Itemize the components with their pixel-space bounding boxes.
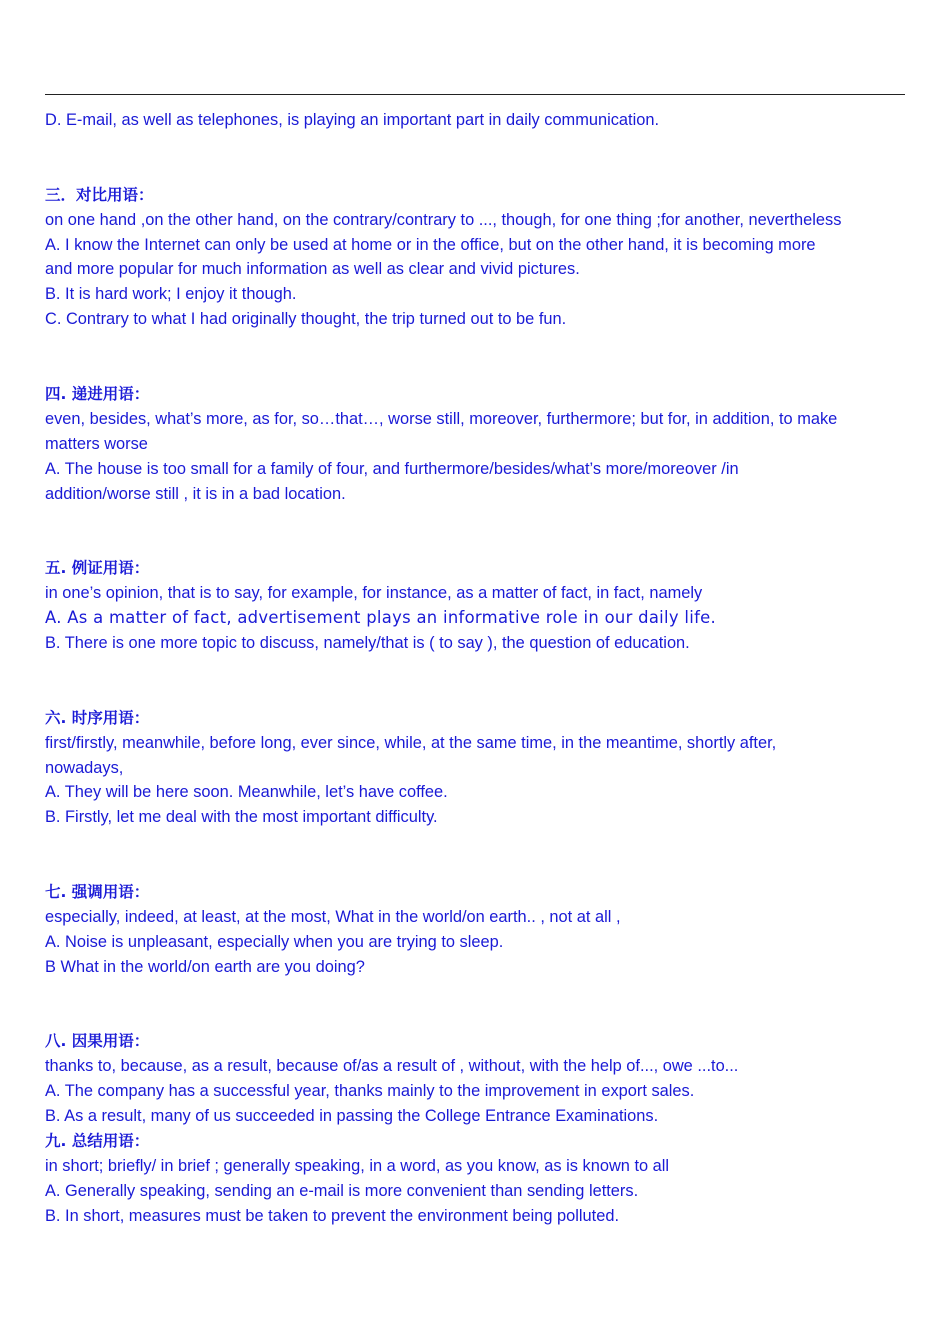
section-cause-effect: [45, 1029, 915, 1129]
example-sentence: A. They will be here soon. Meanwhile, let’s have coffee.: [45, 783, 448, 802]
phrase-list: nowadays,: [45, 758, 124, 777]
example-sentence: A. The house is too small for a family of four, and furthermore/besides/what’s more/moreover /in: [45, 459, 739, 478]
phrase-list: on one hand ,on the other hand, on the contrary/contrary to ..., though, for one thing ;for another, nevertheless: [45, 210, 842, 229]
phrase-list: even, besides, what’s more, as for, so…that…, worse still, moreover, furthermore; but for, in addition, to make: [45, 409, 838, 428]
section-heading: 三．对比用语：: [45, 185, 154, 204]
example-sentence: C. Contrary to what I had originally thought, the trip turned out to be fun.: [45, 310, 567, 329]
document-body: [45, 108, 915, 1229]
example-sentence: A. Generally speaking, sending an e-mail is more convenient than sending letters.: [45, 1181, 639, 1200]
example-sentence: B. There is one more topic to discuss, namely/that is ( to say ), the question of education.: [45, 633, 690, 652]
section-sequence: [45, 706, 915, 831]
phrase-list: in short; briefly/ in brief ; generally speaking, in a word, as you know, as is known to all: [45, 1156, 670, 1175]
section-heading: 四. 递进用语：: [45, 384, 150, 403]
section-summary: [45, 1129, 915, 1229]
example-sentence: B. In short, measures must be taken to prevent the environment being polluted.: [45, 1206, 620, 1225]
section-heading: 六. 时序用语：: [45, 708, 150, 727]
header-rule: [45, 94, 905, 95]
example-sentence: A. As a matter of fact, advertisement plays an informative role in our daily life.: [45, 608, 717, 628]
phrase-list: matters worse: [45, 434, 148, 453]
section-illustration: [45, 556, 915, 656]
section-heading: 八. 因果用语：: [45, 1032, 150, 1051]
phrase-list: first/firstly, meanwhile, before long, ever since, while, at the same time, in the meantime, shortly after,: [45, 733, 777, 752]
phrase-list: thanks to, because, as a result, because of/as a result of , without, with the help of..., owe ...to...: [45, 1057, 739, 1076]
section-emphasis: [45, 880, 915, 980]
example-sentence: addition/worse still , it is in a bad location.: [45, 484, 346, 503]
example-sentence: D. E-mail, as well as telephones, is playing an important part in daily communication.: [45, 111, 660, 129]
example-sentence: B. It is hard work; I enjoy it though.: [45, 285, 297, 304]
section-heading: 九. 总结用语：: [45, 1132, 150, 1151]
phrase-list: especially, indeed, at least, at the most, What in the world/on earth.. , not at all ,: [45, 907, 621, 926]
section-heading: 七. 强调用语：: [45, 883, 150, 902]
example-sentence: A. I know the Internet can only be used at home or in the office, but on the other hand, it is becoming more: [45, 235, 816, 254]
phrase-list: in one’s opinion, that is to say, for example, for instance, as a matter of fact, in fact, namely: [45, 584, 703, 603]
example-sentence: B. Firstly, let me deal with the most important difficulty.: [45, 808, 438, 827]
example-sentence: A. The company has a successful year, thanks mainly to the improvement in export sales.: [45, 1082, 695, 1101]
example-sentence: and more popular for much information as well as clear and vivid pictures.: [45, 260, 580, 279]
example-sentence: A. Noise is unpleasant, especially when you are trying to sleep.: [45, 932, 504, 951]
example-sentence: B What in the world/on earth are you doing?: [45, 957, 365, 976]
section-heading: 五. 例证用语：: [45, 559, 150, 578]
example-sentence: B. As a result, many of us succeeded in passing the College Entrance Examinations.: [45, 1107, 659, 1126]
section-progression: [45, 382, 915, 507]
section-contrast: [45, 183, 915, 332]
